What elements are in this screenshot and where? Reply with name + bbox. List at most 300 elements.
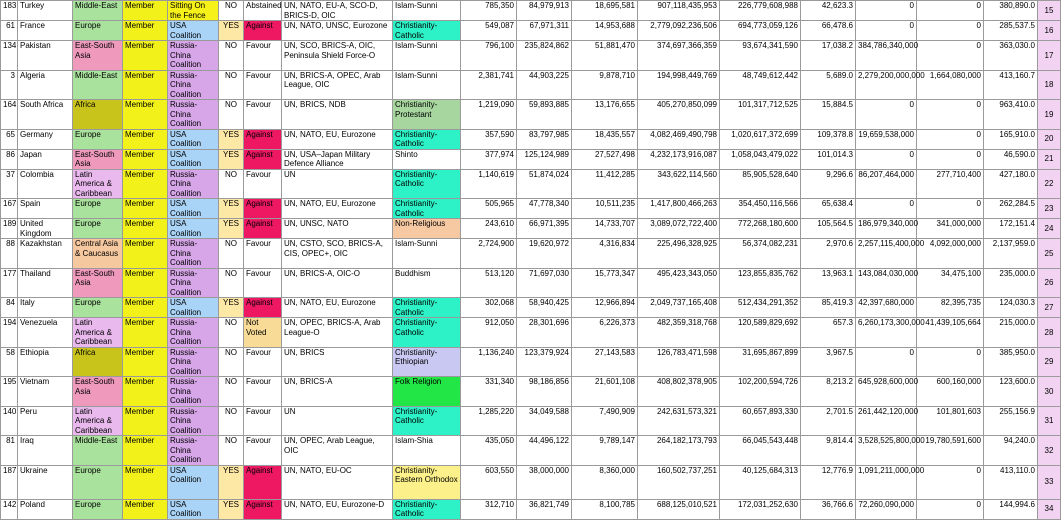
cell-region[interactable]: Latin America & Caribbean [73,169,123,199]
cell-id[interactable]: 84 [1,298,18,318]
cell-nato[interactable]: NO [219,41,244,71]
cell-value-1[interactable]: 2,381,741 [461,70,517,100]
cell-religion[interactable]: Buddhism [393,268,461,298]
cell-membership[interactable]: Member [123,199,168,219]
cell-bloc[interactable]: Sitting On the Fence [168,1,219,21]
cell-value-9[interactable]: 413,110.0 [984,465,1038,499]
cell-nato[interactable]: YES [219,219,244,239]
cell-value-8[interactable]: 19,780,591,600 [917,436,984,466]
cell-value-5[interactable]: 354,450,116,566 [720,199,801,219]
cell-country[interactable]: Turkey [18,1,73,21]
cell-value-7[interactable]: 3,528,525,800,000 [856,436,917,466]
cell-nato[interactable]: NO [219,318,244,348]
cell-country[interactable]: Thailand [18,268,73,298]
cell-country[interactable]: Venezuela [18,318,73,348]
cell-stance[interactable]: Against [244,149,282,169]
cell-value-2[interactable]: 67,971,311 [517,21,572,41]
cell-value-5[interactable]: 1,058,043,479,022 [720,149,801,169]
cell-region[interactable]: Africa [73,100,123,130]
cell-value-4[interactable]: 225,496,328,925 [638,239,720,269]
cell-rank[interactable]: 20 [1038,129,1061,149]
cell-bloc[interactable]: Russia-China Coalition [168,406,219,436]
cell-value-5[interactable]: 120,589,829,692 [720,318,801,348]
cell-religion[interactable]: Christianity-Catholic [393,298,461,318]
cell-value-1[interactable]: 2,724,900 [461,239,517,269]
cell-value-4[interactable]: 495,423,343,050 [638,268,720,298]
cell-rank[interactable]: 26 [1038,268,1061,298]
cell-bloc[interactable]: Russia-China Coalition [168,347,219,377]
cell-value-2[interactable]: 59,893,885 [517,100,572,130]
cell-rank[interactable]: 33 [1038,465,1061,499]
cell-organizations[interactable]: UN, NATO, EU-A, SCO-D, BRICS-D, OIC [282,1,393,21]
cell-value-7[interactable]: 6,260,173,300,000 [856,318,917,348]
cell-organizations[interactable]: UN, BRICS-A, OIC-O [282,268,393,298]
cell-id[interactable]: 140 [1,406,18,436]
cell-country[interactable]: Japan [18,149,73,169]
cell-country[interactable]: United Kingdom [18,219,73,239]
cell-value-8[interactable]: 34,475,100 [917,268,984,298]
cell-value-3[interactable]: 18,695,581 [572,1,638,21]
cell-region[interactable]: East-South Asia [73,268,123,298]
cell-organizations[interactable]: UN, BRICS, NDB [282,100,393,130]
cell-value-8[interactable]: 82,395,735 [917,298,984,318]
cell-membership[interactable]: Member [123,1,168,21]
cell-value-6[interactable]: 105,564.5 [801,219,856,239]
cell-value-9[interactable]: 144,994.6 [984,499,1038,519]
cell-value-6[interactable]: 101,014.3 [801,149,856,169]
cell-value-4[interactable]: 688,125,010,521 [638,499,720,519]
cell-organizations[interactable]: UN, NATO, UNSC, Eurozone [282,21,393,41]
cell-value-3[interactable]: 21,601,108 [572,377,638,407]
cell-rank[interactable]: 27 [1038,298,1061,318]
cell-nato[interactable]: NO [219,406,244,436]
cell-nato[interactable]: NO [219,70,244,100]
cell-membership[interactable]: Member [123,499,168,519]
cell-value-9[interactable]: 262,284.5 [984,199,1038,219]
cell-stance[interactable]: Against [244,129,282,149]
cell-value-8[interactable]: 0 [917,21,984,41]
cell-region[interactable]: Europe [73,219,123,239]
cell-value-9[interactable]: 215,000.0 [984,318,1038,348]
cell-bloc[interactable]: USA Coalition [168,199,219,219]
cell-bloc[interactable]: Russia-China Coalition [168,268,219,298]
cell-membership[interactable]: Member [123,347,168,377]
cell-membership[interactable]: Member [123,298,168,318]
cell-value-5[interactable]: 93,674,341,590 [720,41,801,71]
cell-country[interactable]: South Africa [18,100,73,130]
cell-id[interactable]: 134 [1,41,18,71]
cell-religion[interactable]: Christianity-Eastern Orthodox [393,465,461,499]
cell-membership[interactable]: Member [123,239,168,269]
cell-value-6[interactable]: 3,967.5 [801,347,856,377]
cell-value-7[interactable]: 2,257,115,400,000 [856,239,917,269]
cell-value-5[interactable]: 40,125,684,313 [720,465,801,499]
cell-religion[interactable]: Christianity-Protestant [393,100,461,130]
cell-nato[interactable]: NO [219,377,244,407]
cell-membership[interactable]: Member [123,149,168,169]
cell-value-1[interactable]: 302,068 [461,298,517,318]
cell-region[interactable]: East-South Asia [73,377,123,407]
cell-nato[interactable]: NO [219,169,244,199]
cell-value-8[interactable]: 0 [917,465,984,499]
cell-value-1[interactable]: 549,087 [461,21,517,41]
cell-rank[interactable]: 29 [1038,347,1061,377]
cell-nato[interactable]: YES [219,129,244,149]
cell-organizations[interactable]: UN, CSTO, SCO, BRICS-A, CIS, OPEC+, OIC [282,239,393,269]
cell-region[interactable]: Europe [73,465,123,499]
cell-religion[interactable]: Christianity-Catholic [393,129,461,149]
cell-value-1[interactable]: 377,974 [461,149,517,169]
cell-value-4[interactable]: 482,359,318,768 [638,318,720,348]
cell-bloc[interactable]: USA Coalition [168,465,219,499]
cell-value-7[interactable]: 0 [856,149,917,169]
cell-bloc[interactable]: Russia-China Coalition [168,41,219,71]
cell-value-1[interactable]: 243,610 [461,219,517,239]
cell-organizations[interactable]: UN, SCO, BRICS-A, OIC, Peninsula Shield Force-O [282,41,393,71]
cell-value-9[interactable]: 94,240.0 [984,436,1038,466]
cell-value-7[interactable]: 143,084,030,000 [856,268,917,298]
cell-value-8[interactable]: 0 [917,199,984,219]
cell-rank[interactable]: 19 [1038,100,1061,130]
cell-value-2[interactable]: 58,940,425 [517,298,572,318]
cell-id[interactable]: 3 [1,70,18,100]
cell-value-6[interactable]: 5,689.0 [801,70,856,100]
cell-value-4[interactable]: 408,802,378,905 [638,377,720,407]
cell-rank[interactable]: 31 [1038,406,1061,436]
cell-rank[interactable]: 28 [1038,318,1061,348]
cell-value-2[interactable]: 83,797,985 [517,129,572,149]
cell-region[interactable]: Latin America & Caribbean [73,318,123,348]
cell-religion[interactable]: Christianity-Catholic [393,499,461,519]
cell-organizations[interactable]: UN, NATO, EU, Eurozone [282,298,393,318]
cell-religion[interactable]: Non-Religious [393,219,461,239]
cell-bloc[interactable]: USA Coalition [168,129,219,149]
cell-value-9[interactable]: 255,156.9 [984,406,1038,436]
cell-value-2[interactable]: 84,979,913 [517,1,572,21]
cell-value-8[interactable]: 41,439,105,664 [917,318,984,348]
cell-nato[interactable]: NO [219,347,244,377]
cell-value-7[interactable]: 186,979,340,000 [856,219,917,239]
cell-bloc[interactable]: Russia-China Coalition [168,239,219,269]
cell-stance[interactable]: Abstained [244,1,282,21]
cell-value-4[interactable]: 343,622,114,560 [638,169,720,199]
cell-bloc[interactable]: Russia-China Coalition [168,100,219,130]
cell-membership[interactable]: Member [123,377,168,407]
cell-religion[interactable]: Islam-Sunni [393,70,461,100]
cell-value-7[interactable]: 0 [856,100,917,130]
cell-region[interactable]: Africa [73,347,123,377]
cell-id[interactable]: 177 [1,268,18,298]
cell-value-5[interactable]: 48,749,612,442 [720,70,801,100]
cell-value-2[interactable]: 66,971,395 [517,219,572,239]
cell-stance[interactable]: Favour [244,377,282,407]
cell-value-5[interactable]: 123,855,835,762 [720,268,801,298]
cell-region[interactable]: Central Asia & Caucasus [73,239,123,269]
cell-stance[interactable]: Against [244,465,282,499]
cell-religion[interactable]: Islam-Sunni [393,1,461,21]
cell-id[interactable]: 194 [1,318,18,348]
cell-nato[interactable]: YES [219,465,244,499]
cell-rank[interactable]: 25 [1038,239,1061,269]
cell-country[interactable]: Vietnam [18,377,73,407]
cell-bloc[interactable]: USA Coalition [168,149,219,169]
cell-bloc[interactable]: USA Coalition [168,499,219,519]
cell-value-7[interactable]: 42,397,680,000 [856,298,917,318]
cell-nato[interactable]: YES [219,21,244,41]
cell-value-6[interactable]: 85,419.3 [801,298,856,318]
cell-value-5[interactable]: 772,268,180,600 [720,219,801,239]
cell-value-7[interactable]: 1,091,211,000,000 [856,465,917,499]
cell-id[interactable]: 61 [1,21,18,41]
cell-region[interactable]: Europe [73,298,123,318]
cell-region[interactable]: East-South Asia [73,149,123,169]
cell-value-2[interactable]: 36,821,749 [517,499,572,519]
cell-country[interactable]: Kazakhstan [18,239,73,269]
cell-value-9[interactable]: 124,030.3 [984,298,1038,318]
cell-value-3[interactable]: 7,490,909 [572,406,638,436]
cell-stance[interactable]: Against [244,21,282,41]
cell-bloc[interactable]: USA Coalition [168,298,219,318]
cell-value-7[interactable]: 0 [856,1,917,21]
cell-value-9[interactable]: 123,600.0 [984,377,1038,407]
cell-value-1[interactable]: 603,550 [461,465,517,499]
cell-value-2[interactable]: 44,496,122 [517,436,572,466]
cell-stance[interactable]: Not Voted [244,318,282,348]
cell-organizations[interactable]: UN [282,406,393,436]
cell-value-4[interactable]: 374,697,366,359 [638,41,720,71]
cell-value-4[interactable]: 405,270,850,099 [638,100,720,130]
cell-region[interactable]: Europe [73,129,123,149]
cell-value-9[interactable]: 363,030.0 [984,41,1038,71]
cell-membership[interactable]: Member [123,70,168,100]
cell-value-6[interactable]: 15,884.5 [801,100,856,130]
cell-value-4[interactable]: 194,998,449,769 [638,70,720,100]
cell-organizations[interactable]: UN, BRICS-A, OPEC, Arab League, OIC [282,70,393,100]
cell-religion[interactable]: Shinto [393,149,461,169]
cell-rank[interactable]: 30 [1038,377,1061,407]
cell-value-2[interactable]: 71,697,030 [517,268,572,298]
cell-organizations[interactable]: UN, NATO, EU, Eurozone-D [282,499,393,519]
cell-religion[interactable]: Islam-Sunni [393,41,461,71]
cell-value-3[interactable]: 27,143,583 [572,347,638,377]
cell-bloc[interactable]: Russia-China Coalition [168,70,219,100]
cell-region[interactable]: Middle-East [73,70,123,100]
cell-value-7[interactable]: 384,786,340,000 [856,41,917,71]
cell-stance[interactable]: Against [244,199,282,219]
cell-value-3[interactable]: 9,878,710 [572,70,638,100]
cell-value-8[interactable]: 0 [917,41,984,71]
cell-membership[interactable]: Member [123,129,168,149]
cell-value-6[interactable]: 65,638.4 [801,199,856,219]
cell-stance[interactable]: Favour [244,41,282,71]
cell-organizations[interactable]: UN, NATO, EU, Eurozone [282,199,393,219]
cell-stance[interactable]: Favour [244,70,282,100]
cell-value-7[interactable]: 72,260,090,000 [856,499,917,519]
cell-region[interactable]: Middle-East [73,1,123,21]
cell-value-5[interactable]: 85,905,528,640 [720,169,801,199]
cell-membership[interactable]: Member [123,406,168,436]
cell-value-3[interactable]: 15,773,347 [572,268,638,298]
cell-value-1[interactable]: 1,140,619 [461,169,517,199]
cell-value-4[interactable]: 1,417,800,466,263 [638,199,720,219]
cell-value-9[interactable]: 172,151.4 [984,219,1038,239]
cell-stance[interactable]: Against [244,499,282,519]
cell-value-3[interactable]: 14,953,688 [572,21,638,41]
cell-value-6[interactable]: 9,296.6 [801,169,856,199]
cell-value-2[interactable]: 51,874,024 [517,169,572,199]
cell-bloc[interactable]: Russia-China Coalition [168,377,219,407]
cell-nato[interactable]: YES [219,149,244,169]
cell-country[interactable]: Iraq [18,436,73,466]
cell-id[interactable]: 88 [1,239,18,269]
cell-value-5[interactable]: 694,773,059,126 [720,21,801,41]
cell-id[interactable]: 164 [1,100,18,130]
cell-value-2[interactable]: 47,778,340 [517,199,572,219]
cell-country[interactable]: Colombia [18,169,73,199]
cell-value-1[interactable]: 513,120 [461,268,517,298]
cell-value-8[interactable]: 341,000,000 [917,219,984,239]
cell-country[interactable]: Ukraine [18,465,73,499]
cell-value-7[interactable]: 2,279,200,000,000 [856,70,917,100]
cell-religion[interactable]: Islam-Sunni [393,239,461,269]
cell-id[interactable]: 142 [1,499,18,519]
cell-value-6[interactable]: 17,038.2 [801,41,856,71]
cell-country[interactable]: Spain [18,199,73,219]
cell-region[interactable]: Latin America & Caribbean [73,406,123,436]
cell-value-4[interactable]: 4,232,173,916,087 [638,149,720,169]
cell-religion[interactable]: Christianity-Catholic [393,318,461,348]
cell-stance[interactable]: Favour [244,169,282,199]
cell-membership[interactable]: Member [123,21,168,41]
cell-id[interactable]: 37 [1,169,18,199]
cell-value-4[interactable]: 2,779,092,236,506 [638,21,720,41]
cell-value-9[interactable]: 2,137,959.0 [984,239,1038,269]
cell-country[interactable]: Poland [18,499,73,519]
cell-value-2[interactable]: 235,824,862 [517,41,572,71]
cell-value-2[interactable]: 19,620,972 [517,239,572,269]
cell-value-3[interactable]: 8,360,000 [572,465,638,499]
cell-value-6[interactable]: 109,378.8 [801,129,856,149]
cell-value-5[interactable]: 101,317,712,525 [720,100,801,130]
cell-value-1[interactable]: 785,350 [461,1,517,21]
cell-value-6[interactable]: 9,814.4 [801,436,856,466]
cell-country[interactable]: Italy [18,298,73,318]
cell-value-5[interactable]: 512,434,291,352 [720,298,801,318]
cell-stance[interactable]: Against [244,219,282,239]
cell-organizations[interactable]: UN [282,169,393,199]
cell-id[interactable]: 86 [1,149,18,169]
cell-value-3[interactable]: 14,733,707 [572,219,638,239]
cell-value-3[interactable]: 9,789,147 [572,436,638,466]
cell-value-6[interactable]: 2,970.6 [801,239,856,269]
cell-region[interactable]: Europe [73,499,123,519]
cell-religion[interactable]: Christianity-Ethiopian [393,347,461,377]
cell-value-5[interactable]: 60,657,893,330 [720,406,801,436]
cell-value-8[interactable]: 600,160,000 [917,377,984,407]
cell-value-3[interactable]: 8,100,785 [572,499,638,519]
cell-region[interactable]: Europe [73,199,123,219]
cell-value-7[interactable]: 0 [856,347,917,377]
cell-value-5[interactable]: 102,200,594,726 [720,377,801,407]
cell-value-4[interactable]: 264,182,173,793 [638,436,720,466]
cell-religion[interactable]: Folk Religion [393,377,461,407]
cell-value-1[interactable]: 331,340 [461,377,517,407]
cell-value-9[interactable]: 165,910.0 [984,129,1038,149]
cell-id[interactable]: 195 [1,377,18,407]
cell-nato[interactable]: NO [219,239,244,269]
cell-value-8[interactable]: 0 [917,149,984,169]
cell-country[interactable]: Pakistan [18,41,73,71]
cell-rank[interactable]: 23 [1038,199,1061,219]
cell-value-2[interactable]: 34,049,588 [517,406,572,436]
cell-value-1[interactable]: 312,710 [461,499,517,519]
cell-value-9[interactable]: 963,410.0 [984,100,1038,130]
cell-rank[interactable]: 21 [1038,149,1061,169]
cell-value-5[interactable]: 172,031,252,630 [720,499,801,519]
cell-religion[interactable]: Christianity-Catholic [393,21,461,41]
cell-value-3[interactable]: 6,226,373 [572,318,638,348]
cell-value-8[interactable]: 1,664,080,000 [917,70,984,100]
cell-stance[interactable]: Favour [244,268,282,298]
cell-religion[interactable]: Islam-Shia [393,436,461,466]
cell-membership[interactable]: Member [123,219,168,239]
cell-value-3[interactable]: 13,176,655 [572,100,638,130]
cell-value-4[interactable]: 126,783,471,598 [638,347,720,377]
cell-value-5[interactable]: 31,695,867,899 [720,347,801,377]
cell-value-8[interactable]: 4,092,000,000 [917,239,984,269]
cell-bloc[interactable]: USA Coalition [168,21,219,41]
cell-value-5[interactable]: 1,020,617,372,699 [720,129,801,149]
cell-value-1[interactable]: 912,050 [461,318,517,348]
cell-value-6[interactable]: 42,623.3 [801,1,856,21]
cell-value-6[interactable]: 36,766.6 [801,499,856,519]
cell-nato[interactable]: YES [219,499,244,519]
cell-value-8[interactable]: 0 [917,1,984,21]
cell-rank[interactable]: 16 [1038,21,1061,41]
cell-value-7[interactable]: 0 [856,21,917,41]
cell-value-2[interactable]: 98,186,856 [517,377,572,407]
cell-value-4[interactable]: 160,502,737,251 [638,465,720,499]
cell-region[interactable]: East-South Asia [73,41,123,71]
cell-region[interactable]: Europe [73,21,123,41]
cell-membership[interactable]: Member [123,169,168,199]
cell-value-8[interactable]: 101,801,603 [917,406,984,436]
cell-stance[interactable]: Favour [244,100,282,130]
cell-nato[interactable]: NO [219,268,244,298]
cell-value-2[interactable]: 125,124,989 [517,149,572,169]
cell-value-9[interactable]: 235,000.0 [984,268,1038,298]
cell-organizations[interactable]: UN, BRICS [282,347,393,377]
cell-value-9[interactable]: 385,950.0 [984,347,1038,377]
cell-value-3[interactable]: 4,316,834 [572,239,638,269]
cell-value-2[interactable]: 44,903,225 [517,70,572,100]
cell-stance[interactable]: Against [244,298,282,318]
cell-value-2[interactable]: 28,301,696 [517,318,572,348]
cell-country[interactable]: France [18,21,73,41]
cell-organizations[interactable]: UN, NATO, EU-OC [282,465,393,499]
cell-value-3[interactable]: 12,966,894 [572,298,638,318]
cell-value-7[interactable]: 645,928,600,000 [856,377,917,407]
cell-rank[interactable]: 34 [1038,499,1061,519]
cell-stance[interactable]: Favour [244,239,282,269]
cell-value-6[interactable]: 2,701.5 [801,406,856,436]
cell-nato[interactable]: NO [219,1,244,21]
cell-country[interactable]: Peru [18,406,73,436]
cell-value-2[interactable]: 38,000,000 [517,465,572,499]
cell-membership[interactable]: Member [123,465,168,499]
cell-stance[interactable]: Favour [244,436,282,466]
cell-value-1[interactable]: 1,136,240 [461,347,517,377]
